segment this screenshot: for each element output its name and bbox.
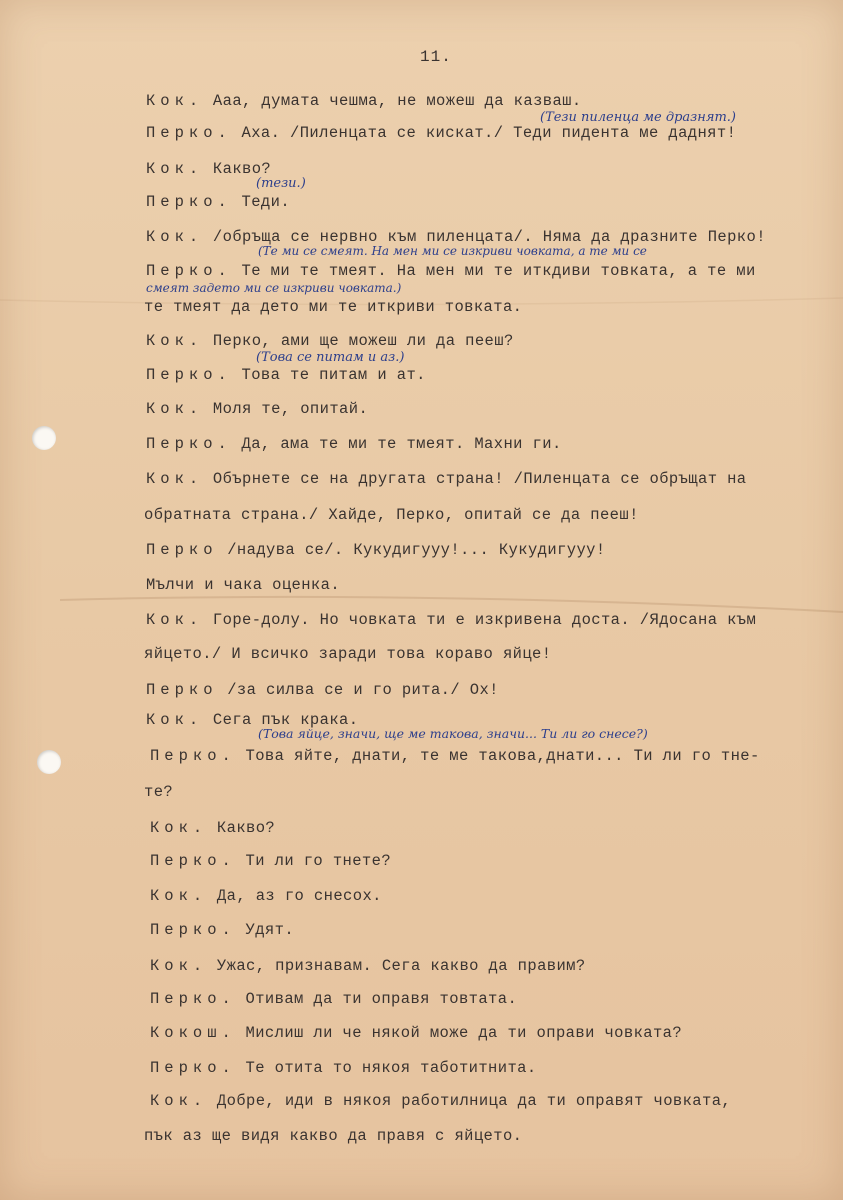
line-text: Да, ама те ми те тмеят. Махни ги. xyxy=(231,435,562,453)
line-text: Мълчи и чака оценка. xyxy=(146,576,341,594)
speaker-name: Кок. xyxy=(150,819,208,837)
handwritten-note: (Това яйце, значи, ще ме такова, значи... Ти ли го снесе?) xyxy=(258,726,648,741)
typed-line xyxy=(144,645,551,663)
handwritten-note: (Тези пиленца ме дразнят.) xyxy=(540,110,736,125)
typed-line xyxy=(150,921,294,939)
typed-line xyxy=(146,400,368,418)
speaker-name: Перко xyxy=(146,681,218,699)
line-text: /за силва се и го рита./ Ох! xyxy=(217,681,499,699)
line-text: Те ми те тмеят. На мен ми те иткдиви товката, а те ми xyxy=(231,262,756,280)
handwritten-note: (тези.) xyxy=(256,176,306,191)
typed-line xyxy=(150,1059,537,1077)
line-text: Това те питам и ат. xyxy=(231,366,426,384)
line-text: Те отита то някоя таботитнита. xyxy=(235,1059,537,1077)
speaker-name: Кок. xyxy=(150,957,208,975)
line-text: Ааа, думата чешма, не можеш да казваш. xyxy=(203,92,582,110)
punch-hole-top xyxy=(32,426,56,450)
handwritten-note: смеят задето ми се изкриви човката.) xyxy=(146,281,402,295)
speaker-name: Кокош. xyxy=(150,1024,236,1042)
speaker-name: Перко. xyxy=(146,435,232,453)
typed-line xyxy=(146,366,426,384)
typed-line xyxy=(144,506,639,524)
typed-line xyxy=(144,783,173,801)
speaker-name: Кок. xyxy=(146,711,204,729)
typed-line xyxy=(146,611,756,629)
speaker-name: Перко. xyxy=(150,921,236,939)
line-text: Моля те, опитай. xyxy=(203,400,369,418)
typed-line xyxy=(146,681,499,699)
line-text: Аха. /Пиленцата се кискат./ Теди пидента ме даднят! xyxy=(231,124,737,142)
typed-line xyxy=(150,747,760,765)
line-text: Ти ли го тнете? xyxy=(235,852,392,870)
typed-line xyxy=(144,298,522,316)
page-number: 11. xyxy=(420,48,452,66)
line-text: /обръща се нервно към пиленцата/. Няма да дразните Перко! xyxy=(203,228,766,246)
speaker-name: Перко xyxy=(146,541,218,559)
line-text: Теди. xyxy=(231,193,291,211)
line-text: те тмеят да дето ми те иткриви товката. xyxy=(144,298,523,316)
speaker-name: Кок. xyxy=(146,470,204,488)
typed-line xyxy=(146,262,756,280)
speaker-name: Перко. xyxy=(150,747,236,765)
line-text: Обърнете се на другата страна! /Пиленцата се обръщат на xyxy=(203,470,747,488)
line-text: пък аз ще видя какво да правя с яйцето. xyxy=(144,1127,523,1145)
speaker-name: Кок. xyxy=(146,400,204,418)
speaker-name: Кок. xyxy=(146,228,204,246)
line-text: Ужас, признавам. Сега какво да правим? xyxy=(207,957,586,975)
typed-line xyxy=(150,990,517,1008)
typed-line xyxy=(146,435,562,453)
speaker-name: Кок. xyxy=(150,1092,208,1110)
line-text: те? xyxy=(144,783,174,801)
typed-line xyxy=(146,92,582,110)
speaker-name: Перко. xyxy=(146,124,232,142)
typed-line xyxy=(150,1024,682,1042)
line-text: Сега пък крака. xyxy=(203,711,359,729)
typed-line xyxy=(146,124,736,142)
handwritten-note: (Това се питам и аз.) xyxy=(256,350,405,365)
typed-line xyxy=(146,576,340,594)
typed-line xyxy=(146,541,606,559)
punch-hole-bottom xyxy=(37,750,61,774)
speaker-name: Перко. xyxy=(146,193,232,211)
line-text: обратната страна./ Хайде, Перко, опитай се да пееш! xyxy=(144,506,639,524)
speaker-name: Перко. xyxy=(150,1059,236,1077)
speaker-name: Перко. xyxy=(150,990,236,1008)
speaker-name: Перко. xyxy=(146,366,232,384)
speaker-name: Кок. xyxy=(150,887,208,905)
line-text: Добре, иди в някоя работилница да ти оправят човката, xyxy=(207,1092,732,1110)
speaker-name: Перко. xyxy=(146,262,232,280)
line-text: Горе-долу. Но човката ти е изкривена доста. /Ядосана към xyxy=(203,611,757,629)
line-text: Удят. xyxy=(235,921,295,939)
typed-line xyxy=(146,470,747,488)
speaker-name: Кок. xyxy=(146,92,204,110)
typed-line xyxy=(146,193,290,211)
line-text: яйцето./ И всичко заради това кораво яйце! xyxy=(144,645,552,663)
speaker-name: Кок. xyxy=(146,332,204,350)
line-text: Какво? xyxy=(203,160,272,178)
typed-line xyxy=(150,852,391,870)
typed-line xyxy=(146,332,514,350)
speaker-name: Кок. xyxy=(146,160,204,178)
line-text: Да, аз го снесох. xyxy=(207,887,382,905)
line-text: /надува се/. Кукудигууу!... Кукудигууу! xyxy=(217,541,606,559)
typed-line xyxy=(144,1127,522,1145)
speaker-name: Кок. xyxy=(146,611,204,629)
typed-line xyxy=(150,887,382,905)
typed-line xyxy=(150,819,275,837)
line-text: Това яйте, днати, те ме такова,днати... Ти ли го тне- xyxy=(235,747,760,765)
typed-line xyxy=(146,160,271,178)
line-text: Отивам да ти оправя товтата. xyxy=(235,990,518,1008)
line-text: Перко, ами ще можеш ли да пееш? xyxy=(203,332,514,350)
typed-line xyxy=(150,957,586,975)
line-text: Какво? xyxy=(207,819,276,837)
line-text: Мислиш ли че някой може да ти оправи човката? xyxy=(235,1024,683,1042)
speaker-name: Перко. xyxy=(150,852,236,870)
handwritten-note: (Те ми се смеят. На мен ми се изкриви човката, а те ми се xyxy=(258,244,647,258)
typed-line xyxy=(150,1092,731,1110)
